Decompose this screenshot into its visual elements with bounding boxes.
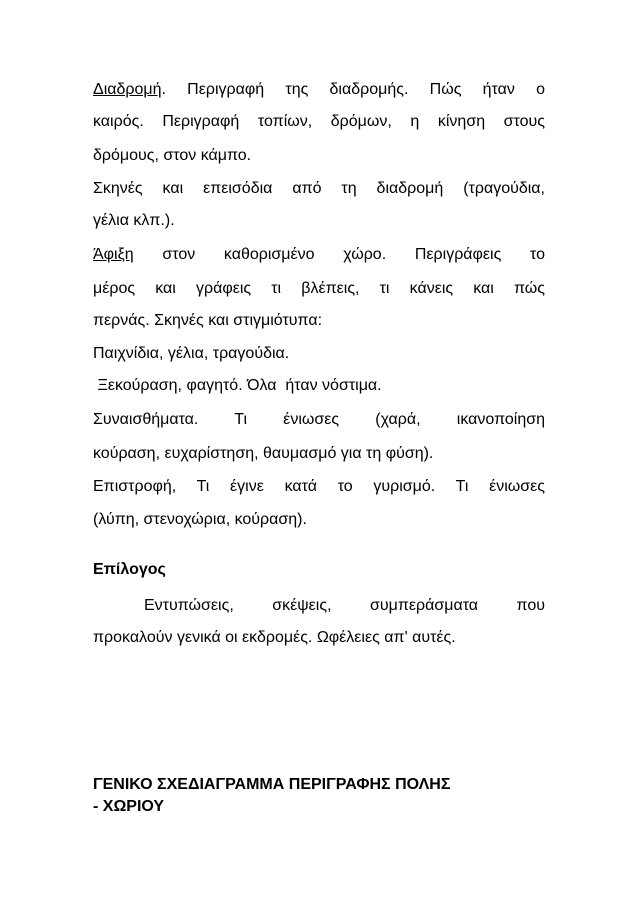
epilogue-line-1: Εντυπώσεις, σκέψεις, συμπεράσματα που	[144, 597, 545, 614]
body-line-11: Συναισθήματα. Τι ένιωσες (χαρά, ικανοποίηση	[93, 411, 545, 428]
body-line-1-rest: . Περιγραφή της διαδρομής. Πώς ήταν ο	[161, 81, 545, 98]
body-line-4: Σκηνές και επεισόδια από τη διαδρομή (τραγούδια,	[93, 180, 545, 197]
arrival-term: Άφιξη	[93, 246, 134, 263]
epilogue-line-2: προκαλούν γενικά οι εκδρομές. Ωφέλειες απ' αυτές.	[93, 629, 456, 646]
body-line-14: (λύπη, στενοχώρια, κούραση).	[93, 511, 307, 528]
route-term: Διαδρομή	[93, 81, 162, 98]
body-line-7: μέρος και γράφεις τι βλέπεις, τι κάνεις και πώς	[93, 280, 545, 297]
outline-heading-line-1: ΓΕΝΙΚΟ ΣΧΕΔΙΑΓΡΑΜΜΑ ΠΕΡΙΓΡΑΦΗΣ ΠΟΛΗΣ	[93, 776, 451, 793]
epilogue-heading: Επίλογος	[93, 561, 166, 578]
body-line-10: Ξεκούραση, φαγητό. Όλα ήταν νόστιμα.	[93, 377, 382, 394]
body-line-2: καιρός. Περιγραφή τοπίων, δρόμων, η κίνηση στους	[93, 113, 545, 130]
body-line-6	[93, 245, 545, 265]
body-line-5: γέλια κλπ.).	[93, 212, 175, 229]
body-line-8: περνάς. Σκηνές και στιγμιότυπα:	[93, 312, 323, 329]
body-line-3: δρόμους, στον κάμπο.	[93, 147, 252, 164]
body-line-12: κούραση, ευχαρίστηση, θαυμασμό για τη φύση).	[93, 445, 434, 462]
body-line-1	[93, 80, 545, 100]
body-line-6-rest: στον καθορισμένο χώρο. Περιγράφεις το	[133, 246, 545, 263]
outline-heading-line-2: - ΧΩΡΙΟΥ	[93, 798, 165, 815]
body-line-13: Επιστροφή, Τι έγινε κατά το γυρισμό. Τι ένιωσες	[93, 478, 545, 495]
body-line-9: Παιχνίδια, γέλια, τραγούδια.	[93, 345, 290, 362]
